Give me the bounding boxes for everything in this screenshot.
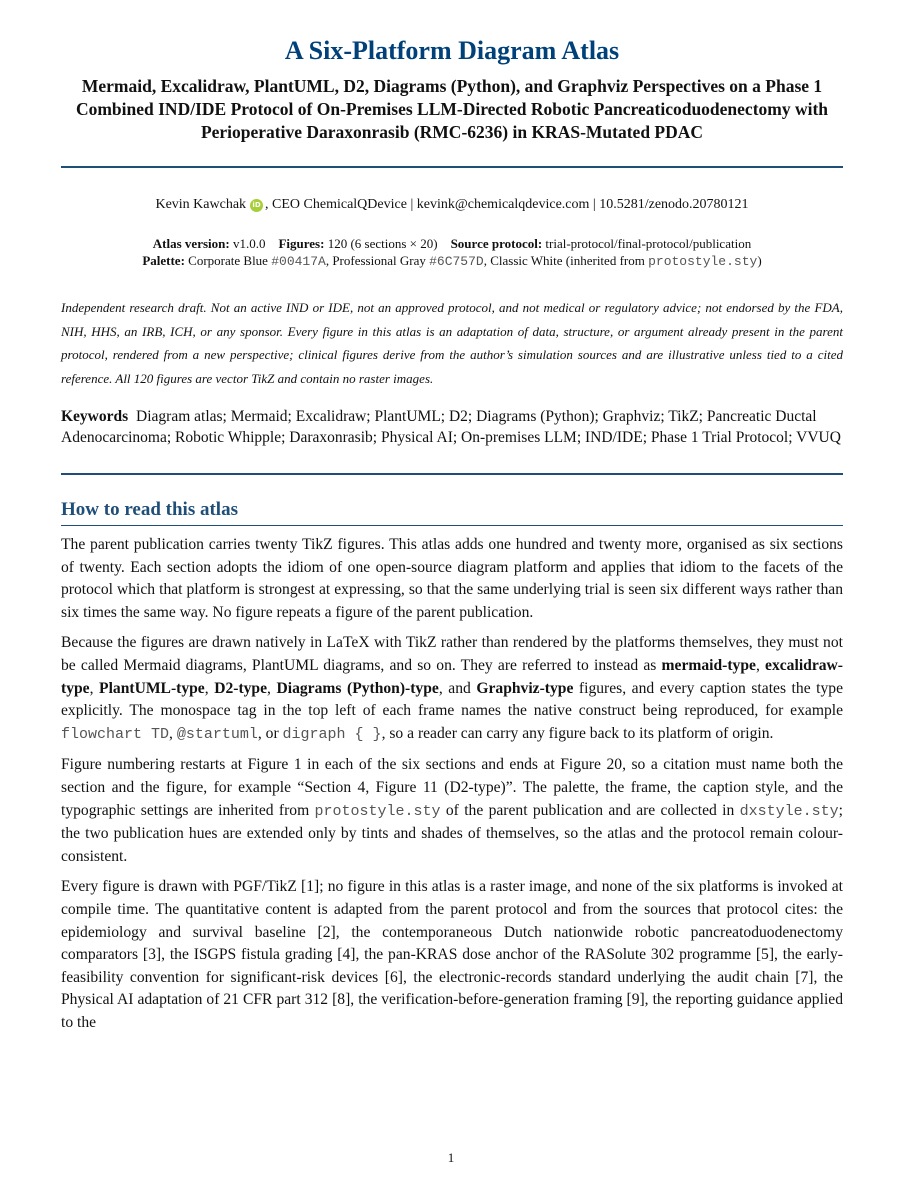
palette-code: #6C757D: [429, 254, 484, 269]
text: of the parent publication and are collected in: [440, 801, 740, 819]
doi-link[interactable]: 10.5281/zenodo.20780121: [599, 197, 749, 212]
paragraph-4: Every figure is drawn with PGF/TikZ [1]; no figure in this atlas is a raster image, and none of the six platforms is invoked at compile time. The quantitative content is adapted from the parent protocol and from the sources that protocol cites: the epidemiology and survival baseline [2], the contemporaneous Dutch nationwide robotic pancreatoduodenectomy comparators [3], the ISGPS fistula grading [4], the pan-KRAS dose anchor of the RASolute 302 programme [5], the early-feasibility convention for significant-risk devices [6], the electronic-records standard underlying the audit chain [7], the Physical AI adaptation of 21 CFR part 312 [8], the verification-before-generation framing [9], the reporting guidance applied to the: [61, 878, 843, 1031]
type-term: Diagrams (Python)-type: [276, 679, 439, 697]
palette-label: Palette:: [142, 253, 185, 268]
palette-text: ): [757, 253, 762, 268]
keywords-text: Diagram atlas; Mermaid; Excalidraw; PlantUML; D2; Diagrams (Python); Graphviz; TikZ; Pancreatic Ductal Adenocarcinoma; Robotic Whipple; Daraxonrasib; Physical AI; On-premises LLM; IND/IDE; Phase 1 Trial Protocol; VVUQ: [61, 408, 841, 446]
text: Figure numbering restarts at Figure 1 in each of the six sections and ends at Figure 20, so a citation must name both the section and the figure, for example “Section 4, Figure 11 (D2-type)”. The palette, the frame, the caption style, and the typographic settings are inherited from: [61, 756, 843, 819]
section-heading: How to read this atlas: [61, 498, 843, 526]
text: ,: [204, 679, 215, 697]
type-term: mermaid-type: [661, 656, 756, 674]
author-name: Kevin Kawchak: [155, 197, 247, 212]
text: Because the figures are drawn natively in LaTeX with TikZ rather than rendered by the platforms themselves, they must not be called Mermaid diagrams, PlantUML diagrams, and so on. They are referred to instead as: [61, 634, 843, 674]
version-value: v1.0.0: [232, 236, 266, 251]
text: ,: [267, 679, 277, 697]
title-rule: [61, 166, 843, 168]
keywords-label: Keywords: [61, 408, 129, 425]
type-term: Graphviz-type: [476, 679, 574, 697]
figures-value: 120 (6 sections × 20): [327, 236, 438, 251]
text: figures, and every caption states the type explicitly. The monospace tag in the top left of each frame names the native construct being reproduced, for example: [61, 679, 844, 720]
author-line: [61, 196, 843, 214]
author-email[interactable]: kevink@chemicalqdevice.com: [416, 197, 590, 212]
palette-text: , Professional Gray: [325, 253, 430, 268]
source-label: Source protocol:: [450, 236, 543, 251]
atlas-metadata: [61, 235, 843, 270]
separator: |: [406, 197, 417, 212]
code-term: digraph { }: [282, 725, 382, 743]
type-term: D2-type: [214, 679, 268, 697]
paragraph-1: The parent publication carries twenty TikZ figures. This atlas adds one hundred and twenty more, organised as six sections of twenty. Each section adopts the idiom of one open-source diagram platform and applies that idiom to the facets of the protocol which that platform is strongest at expressing, so that the same underlying trial is seen six different ways rather than six times the same way. No figure repeats a figure of the parent publication.: [61, 536, 843, 621]
paper-subtitle: Mermaid, Excalidraw, PlantUML, D2, Diagrams (Python), and Graphviz Perspectives on a Phase 1 Combined IND/IDE Protocol of On-Premises LLM-Directed Robotic Pancreaticoduodenectomy with Perioperative Daraxonrasib (RMC-6236) in KRAS-Mutated PDAC: [75, 76, 829, 142]
text: , so a reader can carry any figure back to its platform of origin.: [381, 724, 774, 742]
text: ,: [89, 679, 100, 697]
page: [61, 0, 843, 1034]
paragraph-2: [61, 632, 843, 746]
code-term: flowchart TD: [61, 725, 170, 743]
paper-title: A Six-Platform Diagram Atlas: [284, 36, 620, 65]
type-term: excalidraw-type: [61, 656, 843, 697]
palette-text: Corporate Blue: [188, 253, 272, 268]
orcid-icon[interactable]: iD: [250, 199, 263, 212]
type-term: PlantUML-type: [99, 679, 205, 697]
text: , and: [438, 679, 477, 697]
author-role: , CEO ChemicalQDevice: [265, 197, 407, 212]
code-term: protostyle.sty: [314, 802, 441, 820]
disclaimer: Independent research draft. Not an active IND or IDE, not an approved protocol, and not medical or regulatory advice; not endorsed by the FDA, NIH, HHS, an IRB, ICH, or any sponsor. Every figure in this atlas is an adaptation of data, structure, or argument already present in the parent protocol, rendered from a new perspective; clinical figures derive from the author’s simulation sources and are illustrative unless tied to a cited reference. All 120 figures are vector TikZ and contain no raster images.: [61, 300, 843, 386]
text: , or: [257, 724, 283, 742]
code-term: dxstyle.sty: [739, 802, 839, 820]
metadata-line-1: [61, 235, 843, 252]
source-value: trial-protocol/final-protocol/publication: [545, 236, 752, 251]
paragraph-3: [61, 754, 843, 868]
separator: |: [589, 197, 600, 212]
section-rule: [61, 473, 843, 475]
code-term: @startuml: [176, 725, 258, 743]
palette-code: protostyle.sty: [648, 254, 758, 269]
keywords: [61, 406, 843, 448]
metadata-line-2: [61, 252, 843, 270]
palette-text: , Classic White (inherited from: [483, 253, 649, 268]
version-label: Atlas version:: [152, 236, 230, 251]
figures-label: Figures:: [278, 236, 325, 251]
text: ,: [755, 656, 766, 674]
palette-code: #00417A: [271, 254, 326, 269]
text: ,: [169, 724, 177, 742]
page-number: 1: [447, 1150, 455, 1165]
text: ; the two publication hues are extended only by tints and shades of themselves, so the atlas and the protocol remain colour-consistent.: [61, 801, 843, 865]
